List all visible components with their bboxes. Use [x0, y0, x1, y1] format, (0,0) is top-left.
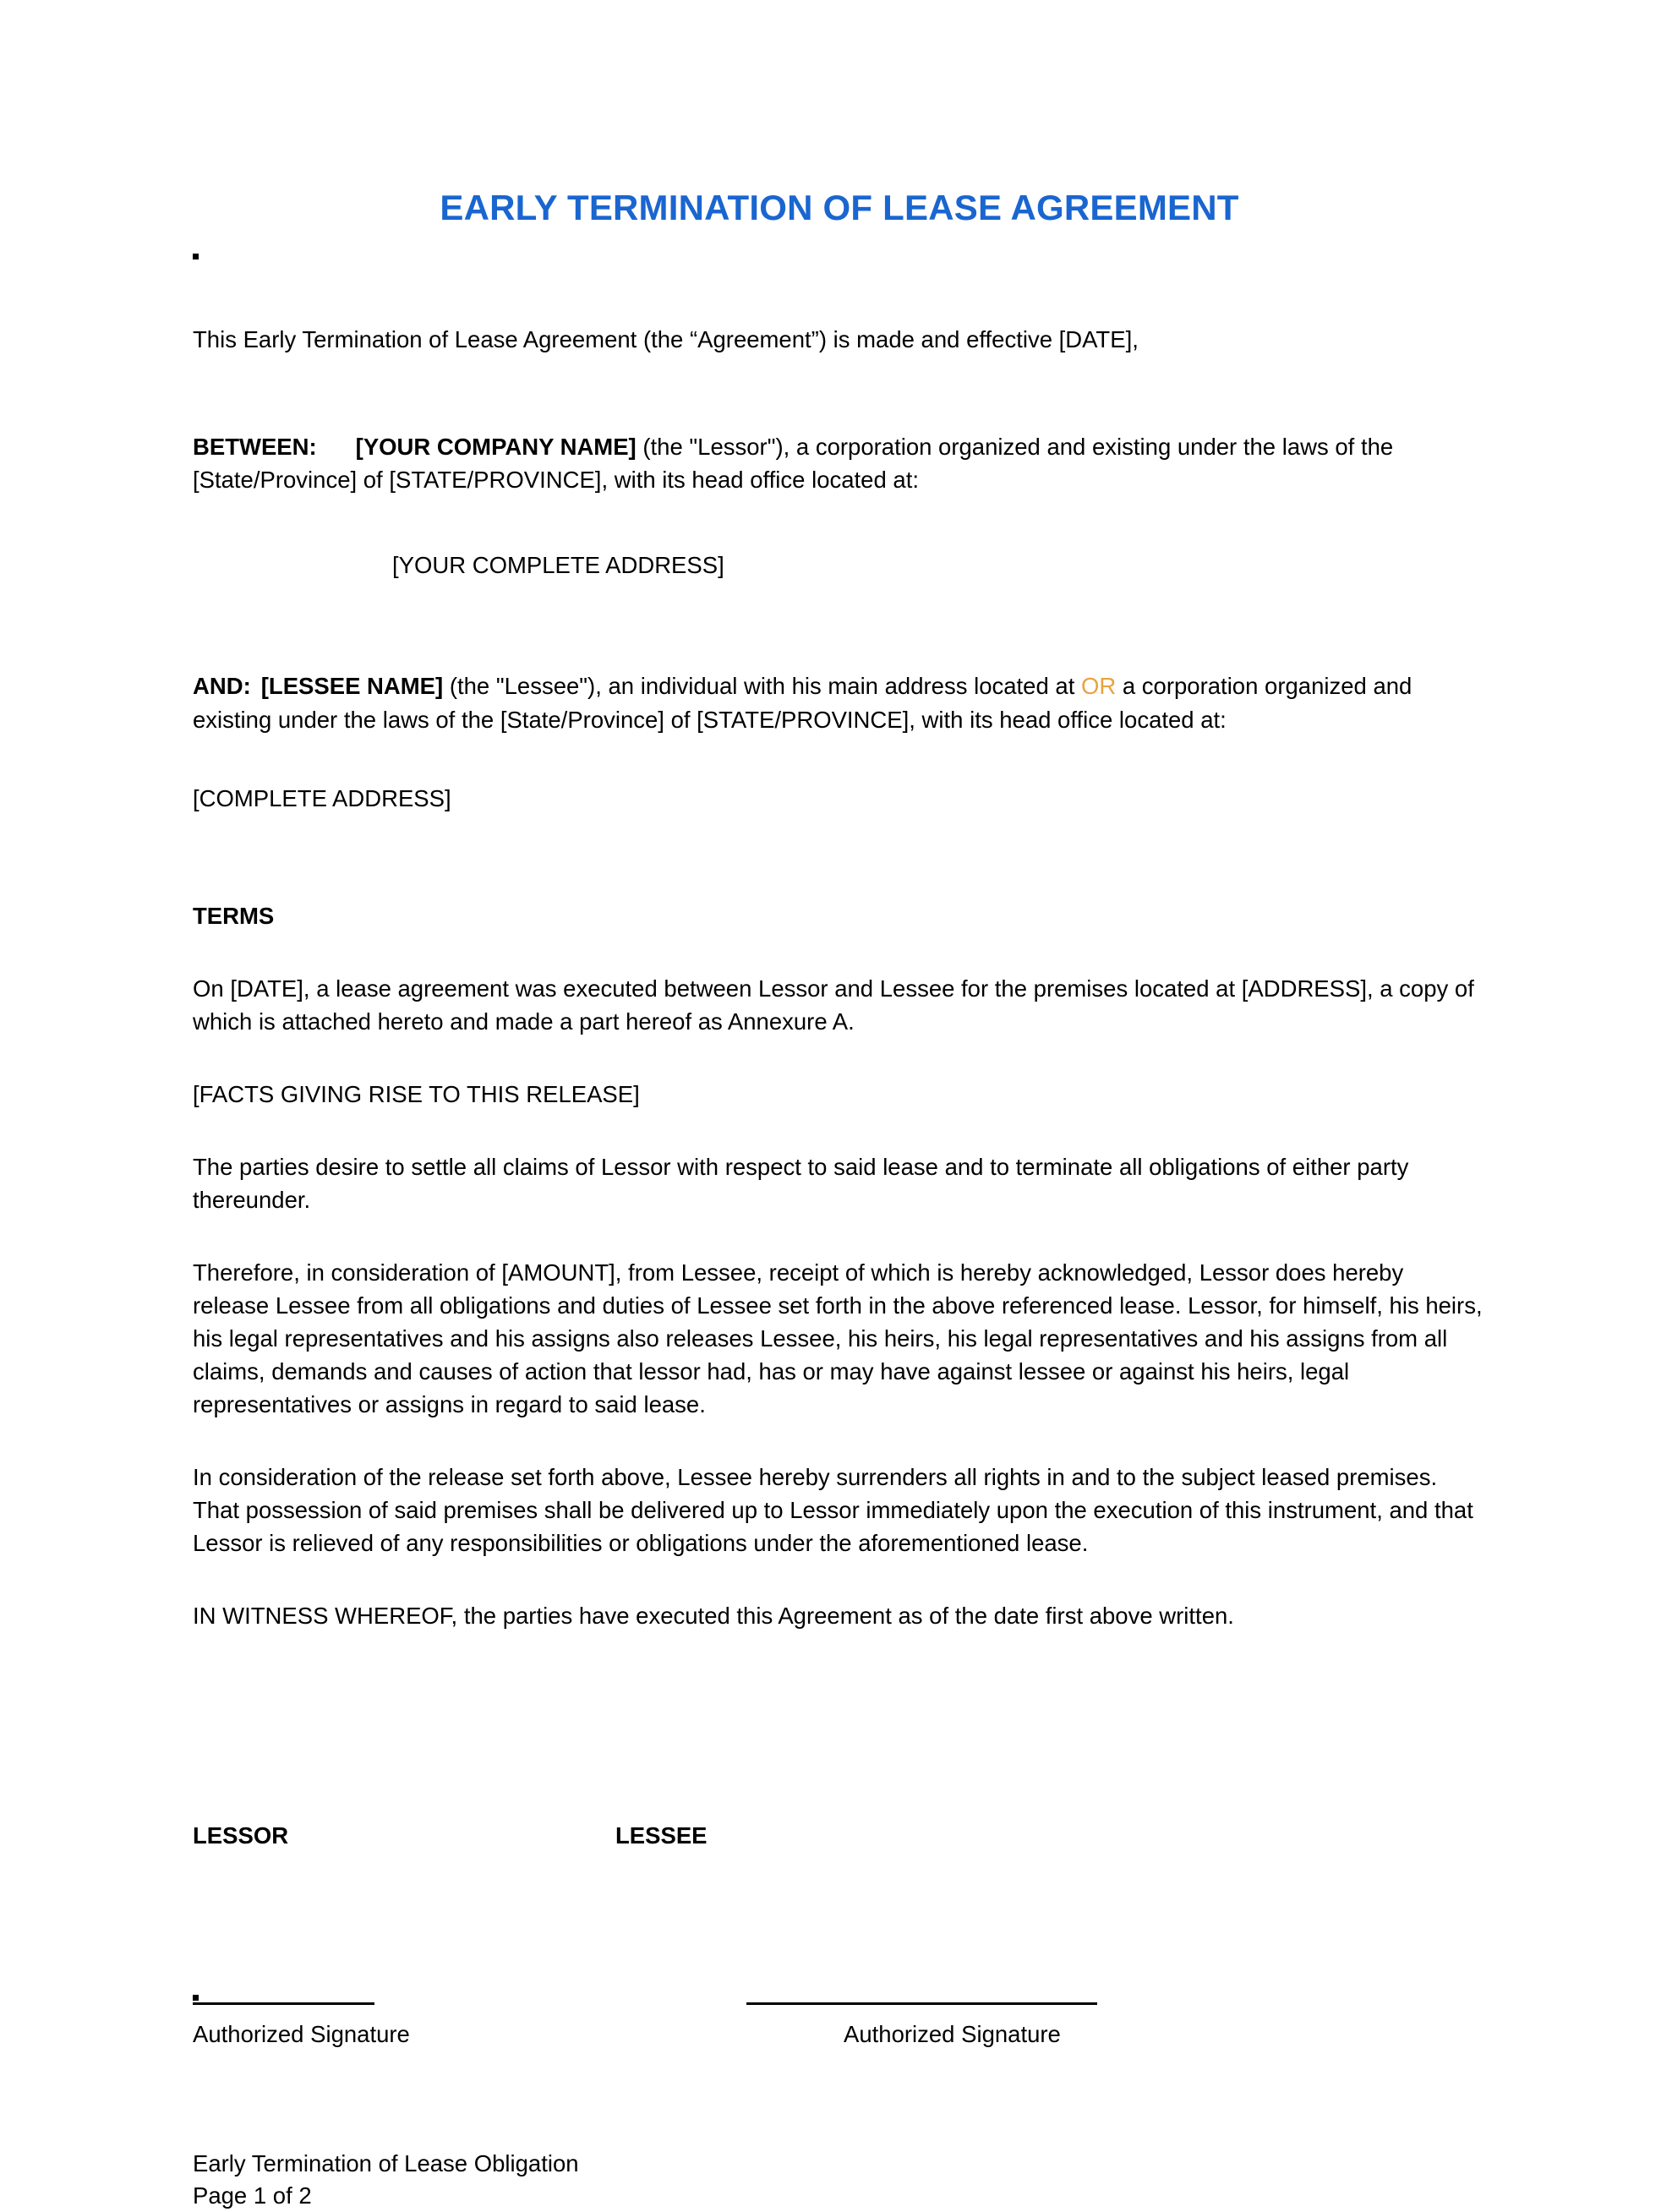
lessor-heading: LESSOR	[193, 1822, 289, 1849]
and-text-before-or: (the "Lessee"), an individual with his main address located at	[449, 673, 1075, 700]
terms-heading: TERMS	[193, 902, 275, 929]
terms-paragraph-5: In consideration of the release set forth above, Lessee hereby surrenders all rights in and to the subject leased premises. That possession of said premises shall be delivered up to Lessor immediately upon the execution of this instrument, and that Lessor is relieved of any responsibilities or obligations under the aforementioned lease.	[193, 1464, 1473, 1557]
lessee-signature-line[interactable]	[746, 2002, 1097, 2005]
lessee-signature-caption: Authorized Signature	[844, 2021, 1061, 2048]
signature-lines-row	[193, 1980, 1486, 2014]
or-alternative-word: OR	[1080, 673, 1117, 700]
lessee-heading: LESSEE	[615, 1822, 708, 1849]
between-text: (the "Lessor"), a corporation organized and existing under the laws of the [State/Province] of [STATE/PROVINCE], with its head office located at:	[193, 434, 1394, 494]
signature-headings-row	[193, 1822, 1486, 1849]
and-text-after-or: a corporation organized and existing under the laws of the [State/Province] of [STATE/PROVINCE], with its head office located at:	[193, 673, 1412, 733]
terms-paragraph-2: [FACTS GIVING RISE TO THIS RELEASE]	[193, 1080, 640, 1107]
intro-paragraph: This Early Termination of Lease Agreement (the “Agreement”) is made and effective [DATE],	[193, 326, 1139, 353]
footer-page-number: Page 1 of 2	[193, 2182, 312, 2209]
page-footer	[193, 2148, 1486, 2212]
terms-paragraph-6: IN WITNESS WHEREOF, the parties have executed this Agreement as of the date first above written.	[193, 1603, 1234, 1630]
terms-paragraph-3: The parties desire to settle all claims of Lessor with respect to said lease and to terminate all obligations of either party thereunder.	[193, 1153, 1409, 1213]
lessor-signature-caption: Authorized Signature	[193, 2021, 410, 2048]
lessee-party-name: [LESSEE NAME]	[260, 673, 444, 700]
signature-captions-row	[193, 2021, 1486, 2055]
lessor-party-name: [YOUR COMPANY NAME]	[355, 434, 637, 461]
and-label: AND:	[193, 673, 251, 700]
footer-document-name: Early Termination of Lease Obligation	[193, 2150, 579, 2177]
between-label: BETWEEN:	[193, 434, 317, 461]
lessor-address: [YOUR COMPLETE ADDRESS]	[392, 552, 724, 579]
lessee-address: [COMPLETE ADDRESS]	[193, 784, 451, 811]
terms-paragraph-1: On [DATE], a lease agreement was executed between Lessor and Lessee for the premises located at [ADDRESS], a copy of which is attached hereto and made a part hereof as Annexure A.	[193, 975, 1474, 1035]
footer-bullet-dot-icon	[193, 1995, 199, 2001]
document-body	[193, 0, 1486, 2212]
page-title: EARLY TERMINATION OF LEASE AGREEMENT	[440, 188, 1239, 227]
lessor-signature-line[interactable]	[193, 2002, 374, 2005]
between-paragraph	[193, 430, 1486, 496]
terms-paragraph-4: Therefore, in consideration of [AMOUNT], from Lessee, receipt of which is hereby acknowledged, Lessor does hereby release Lessee from all obligations and duties of Lessee set forth in the above referenced lease. Lessor, for himself, his heirs, his legal representatives and his assigns also releases Lessee, his heirs, his legal representatives and his assigns from all claims, demands and causes of action that lessor had, has or may have against lessee or against his heirs, legal representatives or assigns in regard to said lease.	[193, 1259, 1483, 1418]
and-paragraph	[193, 669, 1486, 735]
